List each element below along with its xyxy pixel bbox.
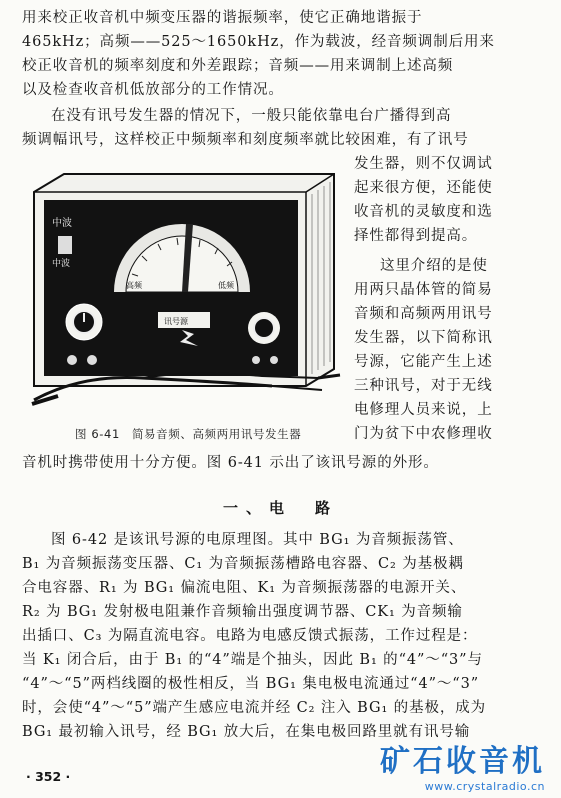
text-line: 用来校正收音机中频变压器的谐振频率，使它正确地谐振于 (22, 10, 423, 26)
text-line: 图 6-42 是该讯号源的电原理图。其中 BG₁ 为音频振荡管、 (51, 532, 464, 548)
paragraph-2-right-column (354, 152, 544, 248)
paragraph-3-right-column (354, 254, 544, 446)
paragraph-1 (22, 6, 542, 102)
panel-label-left: 中波 (52, 218, 72, 229)
watermark (380, 736, 545, 793)
text-line: R₂ 为 BG₁ 发射极电阻兼作音频输出强度调节器、CK₁ 为音频输 (22, 604, 463, 620)
text-line: 发生器，则不仅调试 (354, 156, 493, 172)
paragraph-3-last-line (22, 451, 542, 475)
text-line: 时，会使“4”～“5”端产生感应电流并经 C₂ 注入 BG₁ 的基极，成为 (22, 700, 487, 716)
text-line: 门为贫下中农修理收 (354, 426, 493, 442)
text-line: 这里介绍的是使 (380, 258, 488, 274)
figure-caption: 图 6-41 简易音频、高频两用讯号发生器 (75, 427, 302, 441)
signal-generator-illustration (22, 164, 344, 410)
text-line: 起来很方便，还能使 (354, 180, 493, 196)
scale-label-high: 高频 (126, 281, 142, 290)
text-line: “4”～“5”两档线圈的极性相反，当 BG₁ 集电极电流通过“4”～“3” (22, 676, 480, 692)
text-line: 频调幅讯号，这样校正中频频率和刻度频率就比较困难，有了讯号 (22, 132, 469, 148)
text-line: 用两只晶体管的简易 (354, 282, 493, 298)
section-heading: 一、电 路 (222, 499, 338, 517)
text-line: 在没有讯号发生器的情况下，一般只能依靠电台广播得到高 (51, 108, 452, 124)
watermark-title: 矿石收音机 (380, 744, 545, 779)
text-line: 以及检查收音机低放部分的工作情况。 (22, 82, 284, 98)
text-line: 出插口、C₃ 为隔直流电容。电路为电感反馈式振荡，工作过程是： (22, 628, 478, 644)
watermark-url: www.crystalradio.cn (424, 780, 545, 793)
text-line: 校正收音机的频率刻度和外差跟踪；音频——用来调制上述高频 (22, 58, 454, 74)
text-line: 号源，它能产生上述 (354, 354, 493, 370)
text-line: 发生器，以下简称讯 (354, 330, 493, 346)
text-line: 音机时携带使用十分方便。图 6-41 示出了该讯号源的外形。 (22, 455, 439, 471)
text-line: 音频和高频两用讯号 (354, 306, 493, 322)
text-line: 465kHz；高频——525～1650kHz，作为载波，经音频调制后用来 (22, 34, 495, 50)
panel-badge: 讯号源 (164, 317, 188, 326)
paragraph-2 (22, 104, 542, 152)
text-line: BG₁ 最初输入讯号，经 BG₁ 放大后，在集电极回路里就有讯号输 (22, 724, 471, 740)
text-line: B₁ 为音频振荡变压器、C₁ 为音频振荡槽路电容器、C₂ 为基极耦 (22, 556, 464, 572)
panel-label-left-2: 中波 (52, 259, 71, 269)
page-number: · 352 · (26, 769, 71, 784)
text-line: 电修理人员来说，上 (354, 402, 493, 418)
text-line: 当 K₁ 闭合后，由于 B₁ 的“4”端是个抽头，因此 B₁ 的“4”～“3”与 (22, 652, 483, 668)
text-line: 三种讯号，对于无线 (354, 378, 493, 394)
text-line: 择性都得到提高。 (354, 228, 478, 244)
text-line: 收音机的灵敏度和选 (354, 204, 493, 220)
scale-label-low: 低频 (218, 281, 234, 290)
paragraph-4 (22, 528, 542, 744)
text-line: 合电容器、R₁ 为 BG₁ 偏流电阻、K₁ 为音频振荡器的电源开关、 (22, 580, 467, 596)
